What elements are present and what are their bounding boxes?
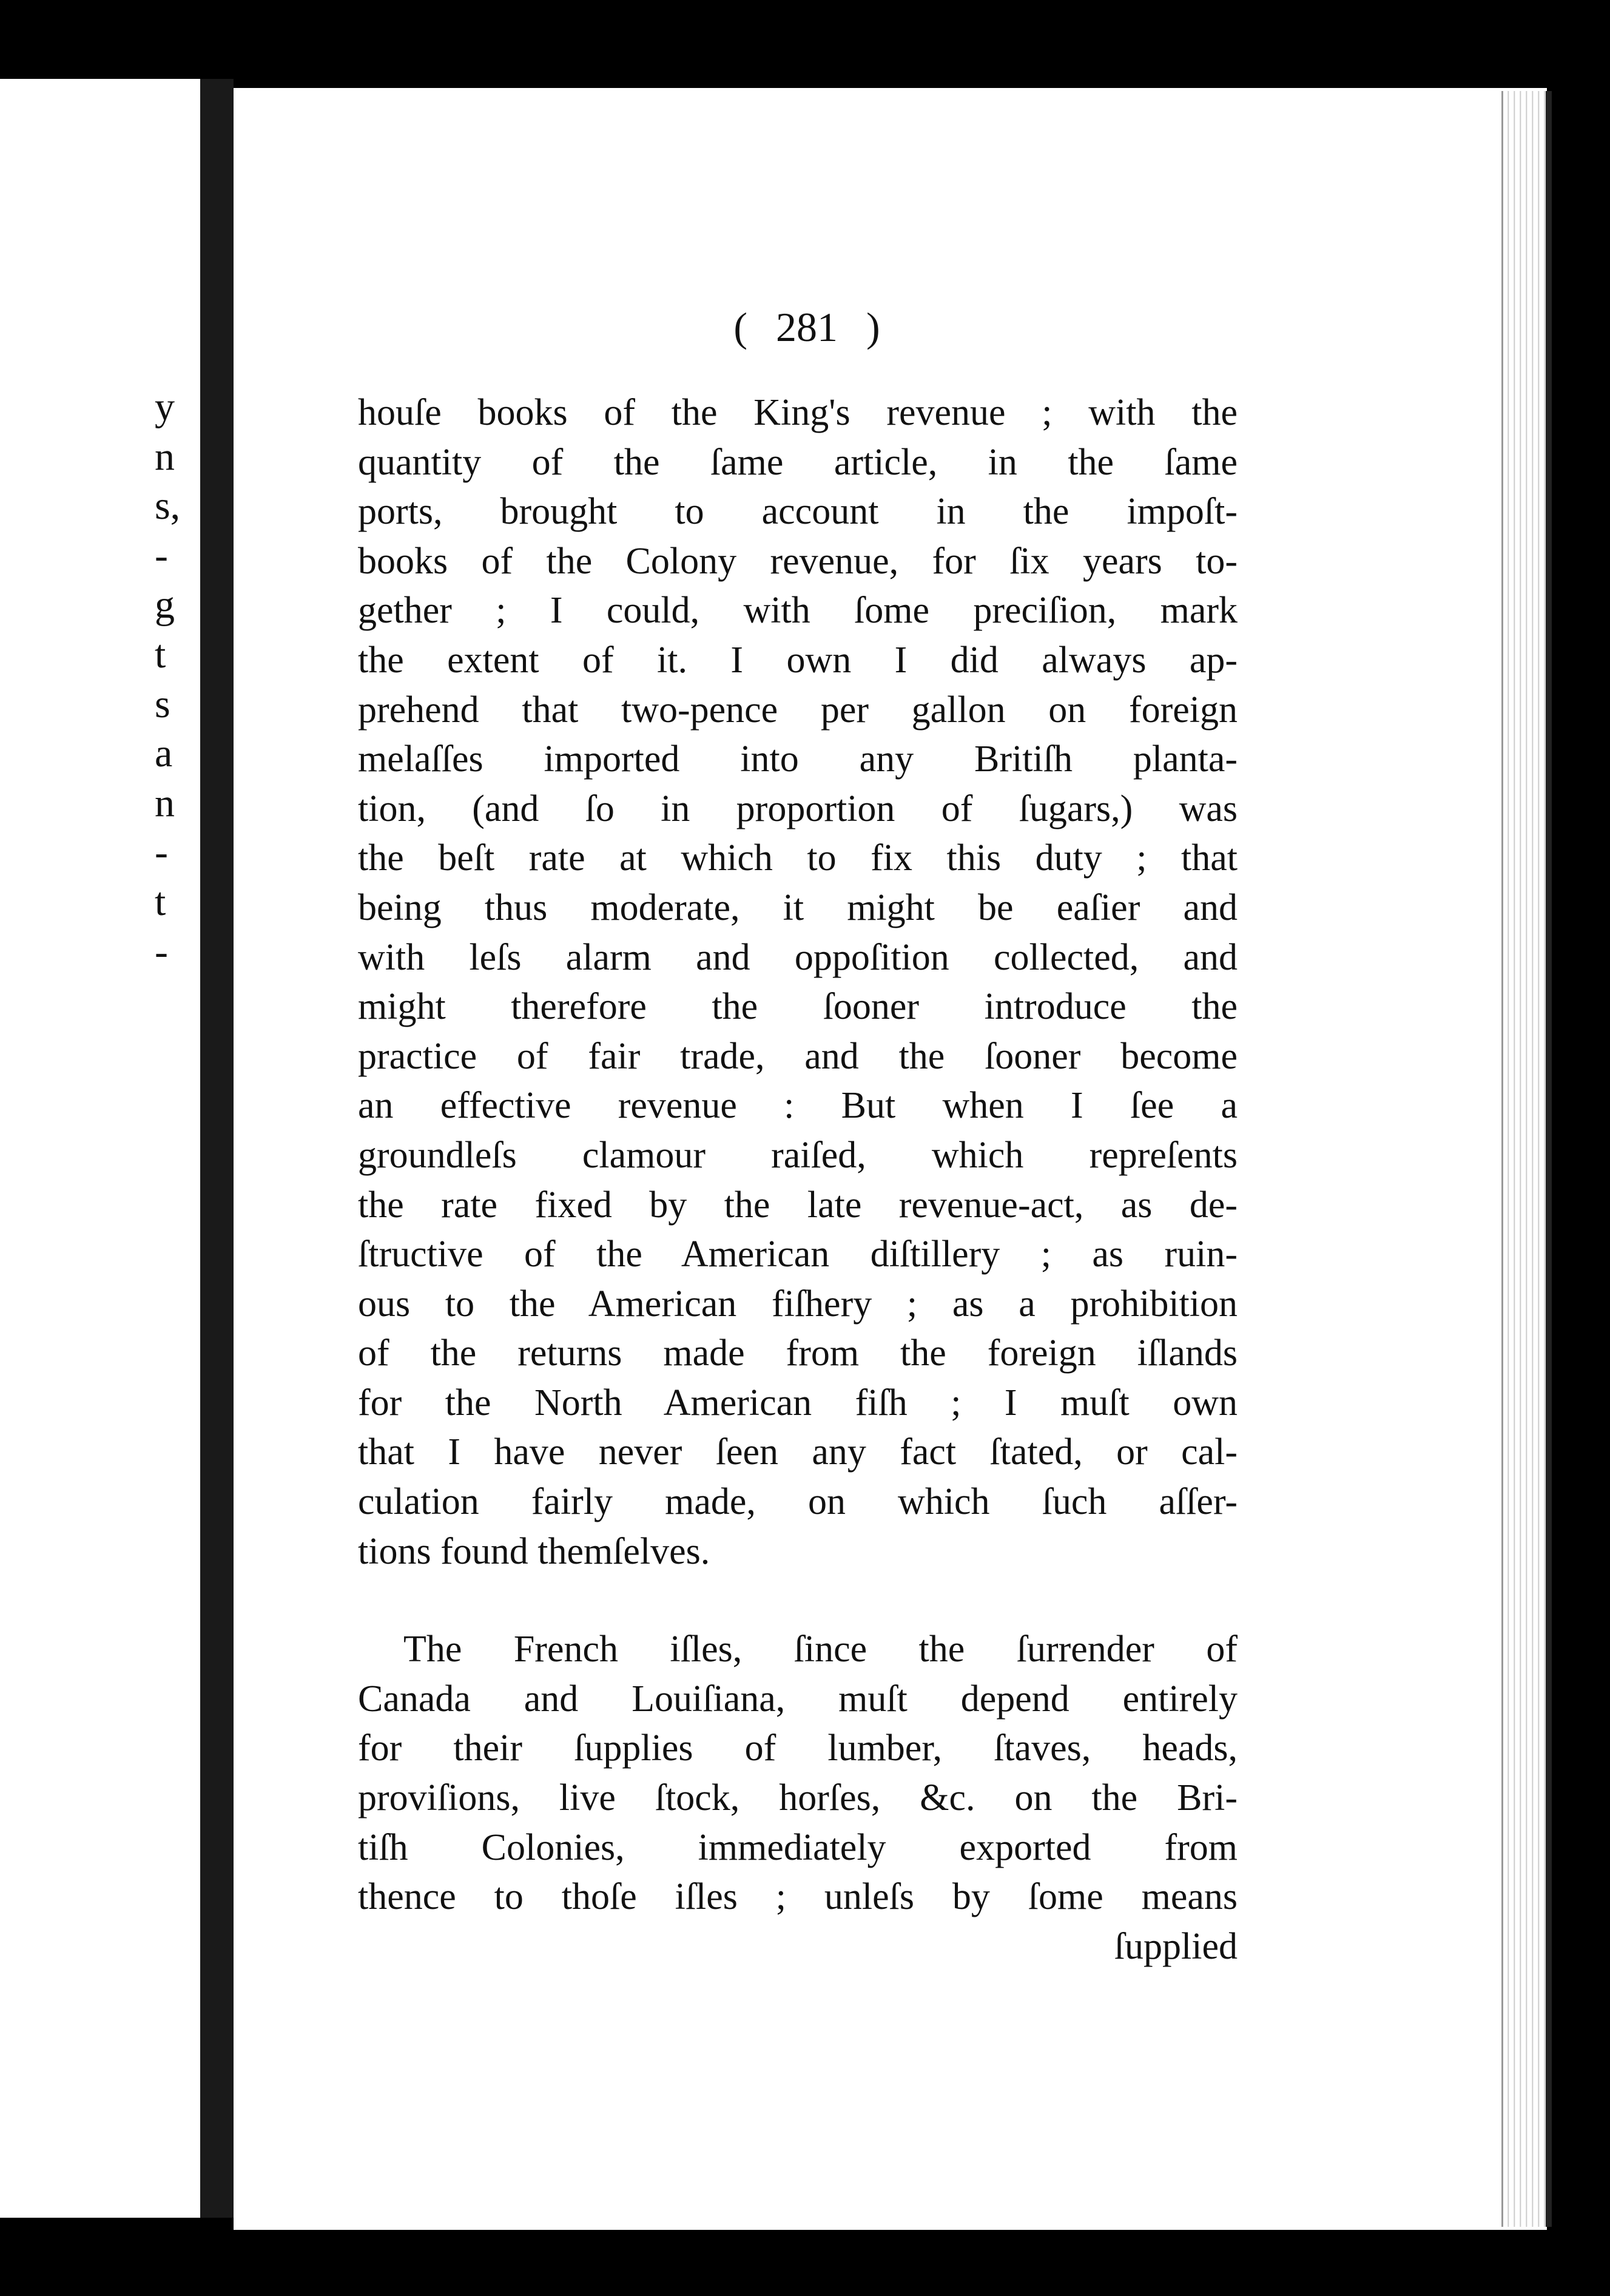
text-line: of the returns made from the foreign iſlands: [358, 1332, 1238, 1374]
text-line: prehend that two-pence per gallon on foreign: [358, 689, 1238, 731]
text-line: the rate fixed by the late revenue-act, as de-: [358, 1184, 1238, 1226]
left-page: [0, 79, 200, 2218]
text-line: melaſſes imported into any Britiſh planta-: [358, 738, 1238, 780]
text-line: with leſs alarm and oppoſition collected, and: [358, 936, 1238, 978]
text-line: The French iſles, ſince the ſurrender of: [403, 1629, 1238, 1670]
text-line: practice of fair trade, and the ſooner become: [358, 1035, 1238, 1077]
text-line: an effective revenue : But when I ſee a: [358, 1085, 1238, 1127]
text-line: being thus moderate, it might be eaſier and: [358, 886, 1238, 928]
text-line: the beſt rate at which to fix this duty ; that: [358, 837, 1238, 879]
text-line: proviſions, live ſtock, horſes, &c. on the Bri-: [358, 1777, 1238, 1819]
margin-letter: t: [155, 879, 166, 924]
text-line: thence to thoſe iſles ; unleſs by ſome means: [358, 1876, 1238, 1918]
margin-letter: y: [155, 385, 175, 429]
left-page-margin-text: [155, 382, 200, 976]
margin-letter: n: [155, 434, 175, 479]
margin-letter: -: [155, 533, 168, 578]
margin-letter: -: [155, 830, 168, 875]
paragraph: [358, 1625, 1238, 1922]
body-text: [358, 388, 1238, 1971]
text-line: might therefore the ſooner introduce the: [358, 986, 1238, 1028]
text-line: tion, (and ſo in proportion of ſugars,) was: [358, 788, 1238, 829]
text-line: groundleſs clamour raiſed, which repreſents: [358, 1134, 1238, 1176]
paragraph: [358, 388, 1238, 1576]
margin-letter: -: [155, 929, 168, 974]
margin-letter: n: [155, 780, 175, 825]
margin-letter: g: [155, 582, 175, 627]
text-line: ous to the American fiſhery ; as a prohibition: [358, 1283, 1238, 1325]
text-line: Canada and Louiſiana, muſt depend entirely: [358, 1678, 1238, 1720]
margin-letter: s,: [155, 484, 181, 528]
text-line: ports, brought to account in the impoſt-: [358, 491, 1238, 533]
text-line: that I have never ſeen any fact ſtated, or cal-: [358, 1431, 1238, 1473]
text-line: gether ; I could, with ſome preciſion, mark: [358, 590, 1238, 632]
margin-letter: t: [155, 632, 166, 677]
text-line: for the North American fiſh ; I muſt own: [358, 1382, 1238, 1423]
text-line: quantity of the ſame article, in the ſame: [358, 441, 1238, 483]
page-edges: [1501, 91, 1549, 2227]
text-line: houſe books of the King's revenue ; with the: [358, 392, 1238, 433]
text-line: ſtructive of the American diſtillery ; as ruin-: [358, 1234, 1238, 1275]
text-line: the extent of it. I own I did always ap-: [358, 639, 1238, 681]
text-line: tiſh Colonies, immediately exported from: [358, 1826, 1238, 1868]
margin-letter: s: [155, 681, 170, 726]
margin-letter: a: [155, 731, 173, 776]
text-line: for their ſupplies of lumber, ſtaves, heads,: [358, 1727, 1238, 1769]
text-line: culation fairly made, on which ſuch aſſer-: [358, 1481, 1238, 1523]
paragraph-gap: [358, 1576, 1238, 1625]
page-number: ( 281 ): [733, 304, 880, 350]
catchword: ſupplied: [1114, 1925, 1238, 1967]
text-line: tions found themſelves.: [358, 1530, 710, 1572]
page-edge-shadow: [1546, 91, 1552, 2227]
book-gutter: [200, 79, 234, 2218]
text-line: books of the Colony revenue, for ſix years to-: [358, 540, 1238, 582]
